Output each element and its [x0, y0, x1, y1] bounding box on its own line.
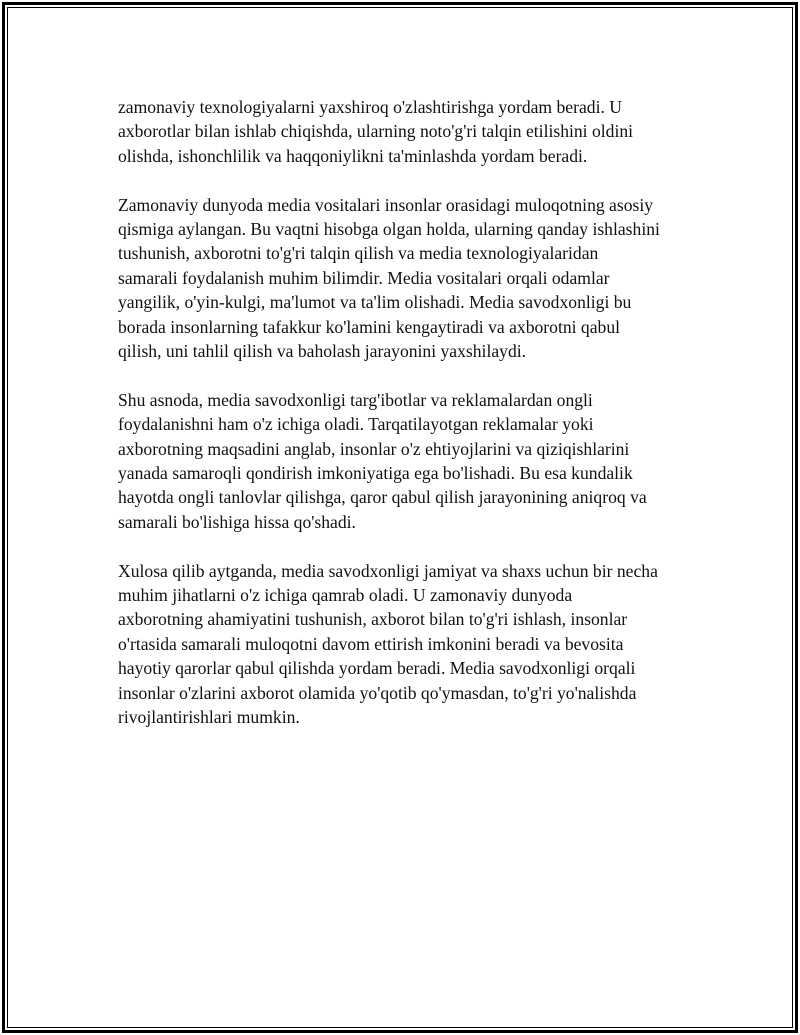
- paragraph-3: Shu asnoda, media savodxonligi targ'ibotlar va reklamalardan ongli foydalanishni ham o'z ichiga oladi. Tarqatilayotgan reklamalar yoki axborotning maqsadini anglab, insonlar o'z ehtiyojlarini va qiziqishlarini yanada samaroqli qondirish imkoniyatiga ega bo'lishadi. Bu esa kundalik hayotda ongli tanlovlar qilishga, qaror qabul qilish jarayonining aniqroq va samarali bo'lishiga hissa qo'shadi.: [118, 389, 647, 532]
- page-frame: [2, 2, 798, 1033]
- paragraph-1: zamonaviy texnologiyalarni yaxshiroq o'zlashtirishga yordam beradi. U axborotlar bilan ishlab chiqishda, ularning noto'g'ri talqin etilishini oldini olishda, ishonchlilik va haqqoniylikni ta'minlashda yordam beradi.: [118, 97, 634, 166]
- document-body: [118, 95, 703, 754]
- paragraph-2: Zamonaviy dunyoda media vositalari insonlar orasidagi muloqotning asosiy qismiga aylangan. Bu vaqtni hisobga olgan holda, ularning qanday ishlashini tushunish, axborotni to'g'ri talqin qilish va media texnologiyalaridan samarali foydalanish muhim bilimdir. Media vositalari orqali odamlar yangilik, o'yin-kulgi, ma'lumot va ta'lim olishadi. Media savodxonligi bu borada insonlarning tafakkur ko'lamini kengaytiradi va axborotni qabul qilish, uni tahlil qilish va baholash jarayonini yaxshilaydi.: [118, 194, 660, 362]
- paragraph-4: Xulosa qilib aytganda, media savodxonligi jamiyat va shaxs uchun bir necha muhim jihatlarni o'z ichiga qamrab oladi. U zamonaviy dunyoda axborotning ahamiyatini tushunish, axborot bilan to'g'ri ishlash, insonlar o'rtasida samarali muloqotni davom ettirish imkonini beradi va bevosita hayotiy qarorlar qabul qilishda yordam beradi. Media savodxonligi orqali insonlar o'zlarini axborot olamida yo'qotib qo'ymasdan, to'g'ri yo'nalishda rivojlantirishlari mumkin.: [118, 560, 658, 728]
